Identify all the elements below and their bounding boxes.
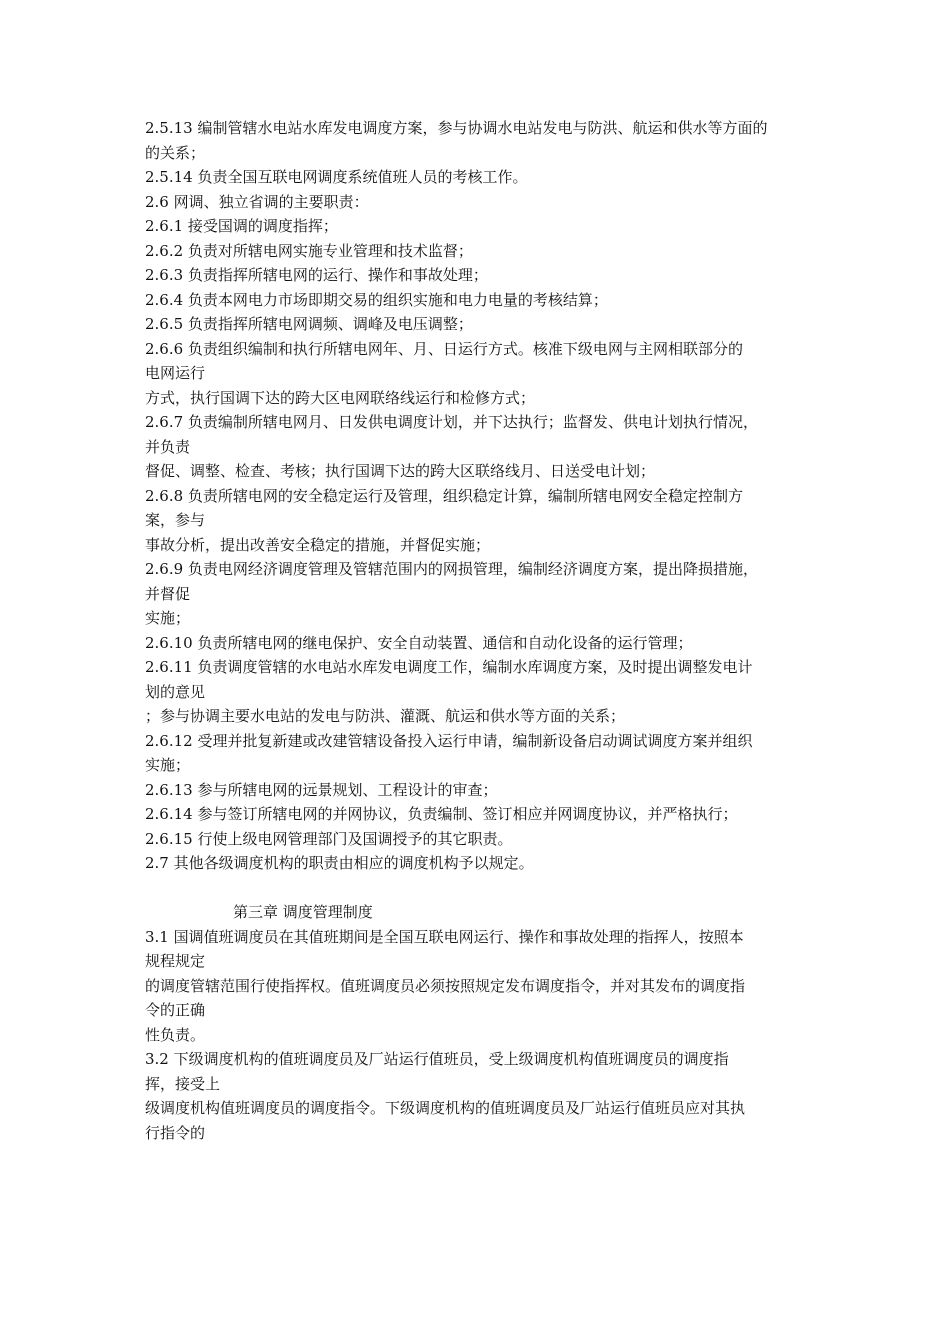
text-line: 方式，执行国调下达的跨大区电网联络线运行和检修方式； — [145, 388, 536, 407]
text-line: 2.6.13 参与所辖电网的远景规划、工程设计的审查； — [145, 780, 498, 799]
text-line: 并负责 — [145, 437, 191, 456]
text-line: 规程规定 — [145, 952, 206, 970]
text-line: 2.6.4 负责本网电力市场即期交易的组织实施和电力电量的考核结算； — [145, 290, 608, 309]
text-line: 实施； — [145, 609, 191, 627]
text-line: ；参与协调主要水电站的发电与防洪、灌溉、航运和供水等方面的关系； — [145, 707, 626, 725]
blank-line — [145, 876, 810, 901]
text-line: 行指令的 — [145, 1123, 206, 1142]
text-line: 3.2 下级调度机构的值班调度员及厂站运行值班员，受上级调度机构值班调度员的调度指 — [145, 1050, 729, 1068]
text-line: 2.6.6 负责组织编制和执行所辖电网年、月、日运行方式。核准下级电网与主网相联部分的 — [145, 339, 743, 358]
text-line: 的调度管辖范围行使指挥权。值班调度员必须按照规定发布调度指令，并对其发布的调度指 — [145, 976, 746, 995]
text-line: 2.6.7 负责编制所辖电网月、日发供电调度计划，并下达执行；监督发、供电计划执行情况， — [145, 413, 758, 431]
text-line: 2.6.5 负责指挥所辖电网调频、调峰及电压调整； — [145, 315, 473, 333]
document-body — [145, 116, 810, 1145]
text-line: 2.5.14 负责全国互联电网调度系统值班人员的考核工作。 — [145, 168, 528, 186]
text-line: 2.6.3 负责指挥所辖电网的运行、操作和事故处理； — [145, 266, 488, 284]
text-line: 2.6.11 负责调度管辖的水电站水库发电调度工作，编制水库调度方案，及时提出调整发电计 — [145, 658, 753, 676]
text-line: 3.1 国调值班调度员在其值班期间是全国互联电网运行、操作和事故处理的指挥人，按照本 — [145, 927, 744, 946]
text-line: 2.6.8 负责所辖电网的安全稳定运行及管理，组织稳定计算，编制所辖电网安全稳定控制方 — [145, 486, 743, 505]
text-line: 案，参与 — [145, 511, 206, 529]
text-line: 2.6.10 负责所辖电网的继电保护、安全自动装置、通信和自动化设备的运行管理； — [145, 633, 693, 652]
chapter-heading: 第三章 调度管理制度 — [233, 903, 373, 921]
text-line: 挥，接受上 — [145, 1074, 221, 1093]
text-line: 的关系； — [145, 143, 206, 162]
text-line: 令的正确 — [145, 1001, 206, 1019]
text-line: 电网运行 — [145, 364, 206, 382]
text-line: 划的意见 — [145, 682, 206, 701]
text-line: 2.6.9 负责电网经济调度管理及管辖范围内的网损管理，编制经济调度方案，提出降损措施， — [145, 560, 758, 578]
text-line: 2.6.12 受理并批复新建或改建管辖设备投入运行申请，编制新设备启动调试调度方案并组织 — [145, 731, 753, 750]
text-line: 2.6.15 行使上级电网管理部门及国调授予的其它职责。 — [145, 829, 513, 848]
text-line: 2.5.13 编制管辖水电站水库发电调度方案，参与协调水电站发电与防洪、航运和供水等方面的 — [145, 119, 768, 137]
text-line: 2.6.1 接受国调的调度指挥； — [145, 217, 338, 235]
text-line: 实施； — [145, 756, 191, 774]
section-heading: 2.6 网调、独立省调的主要职责： — [145, 192, 369, 211]
text-line: 事故分析，提出改善安全稳定的措施，并督促实施； — [145, 535, 491, 554]
text-line: 2.7 其他各级调度机构的职责由相应的调度机构予以规定。 — [145, 854, 534, 872]
text-line: 2.6.2 负责对所辖电网实施专业管理和技术监督； — [145, 241, 473, 260]
text-line: 并督促 — [145, 584, 191, 603]
text-line: 性负责。 — [145, 1025, 206, 1044]
text-line: 级调度机构值班调度员的调度指令。下级调度机构的值班调度员及厂站运行值班员应对其执 — [145, 1099, 746, 1117]
text-line: 2.6.14 参与签订所辖电网的并网协议，负责编制、签订相应并网调度协议，并严格执行； — [145, 805, 738, 823]
text-line: 督促、调整、检查、考核；执行国调下达的跨大区联络线月、日送受电计划； — [145, 462, 656, 480]
